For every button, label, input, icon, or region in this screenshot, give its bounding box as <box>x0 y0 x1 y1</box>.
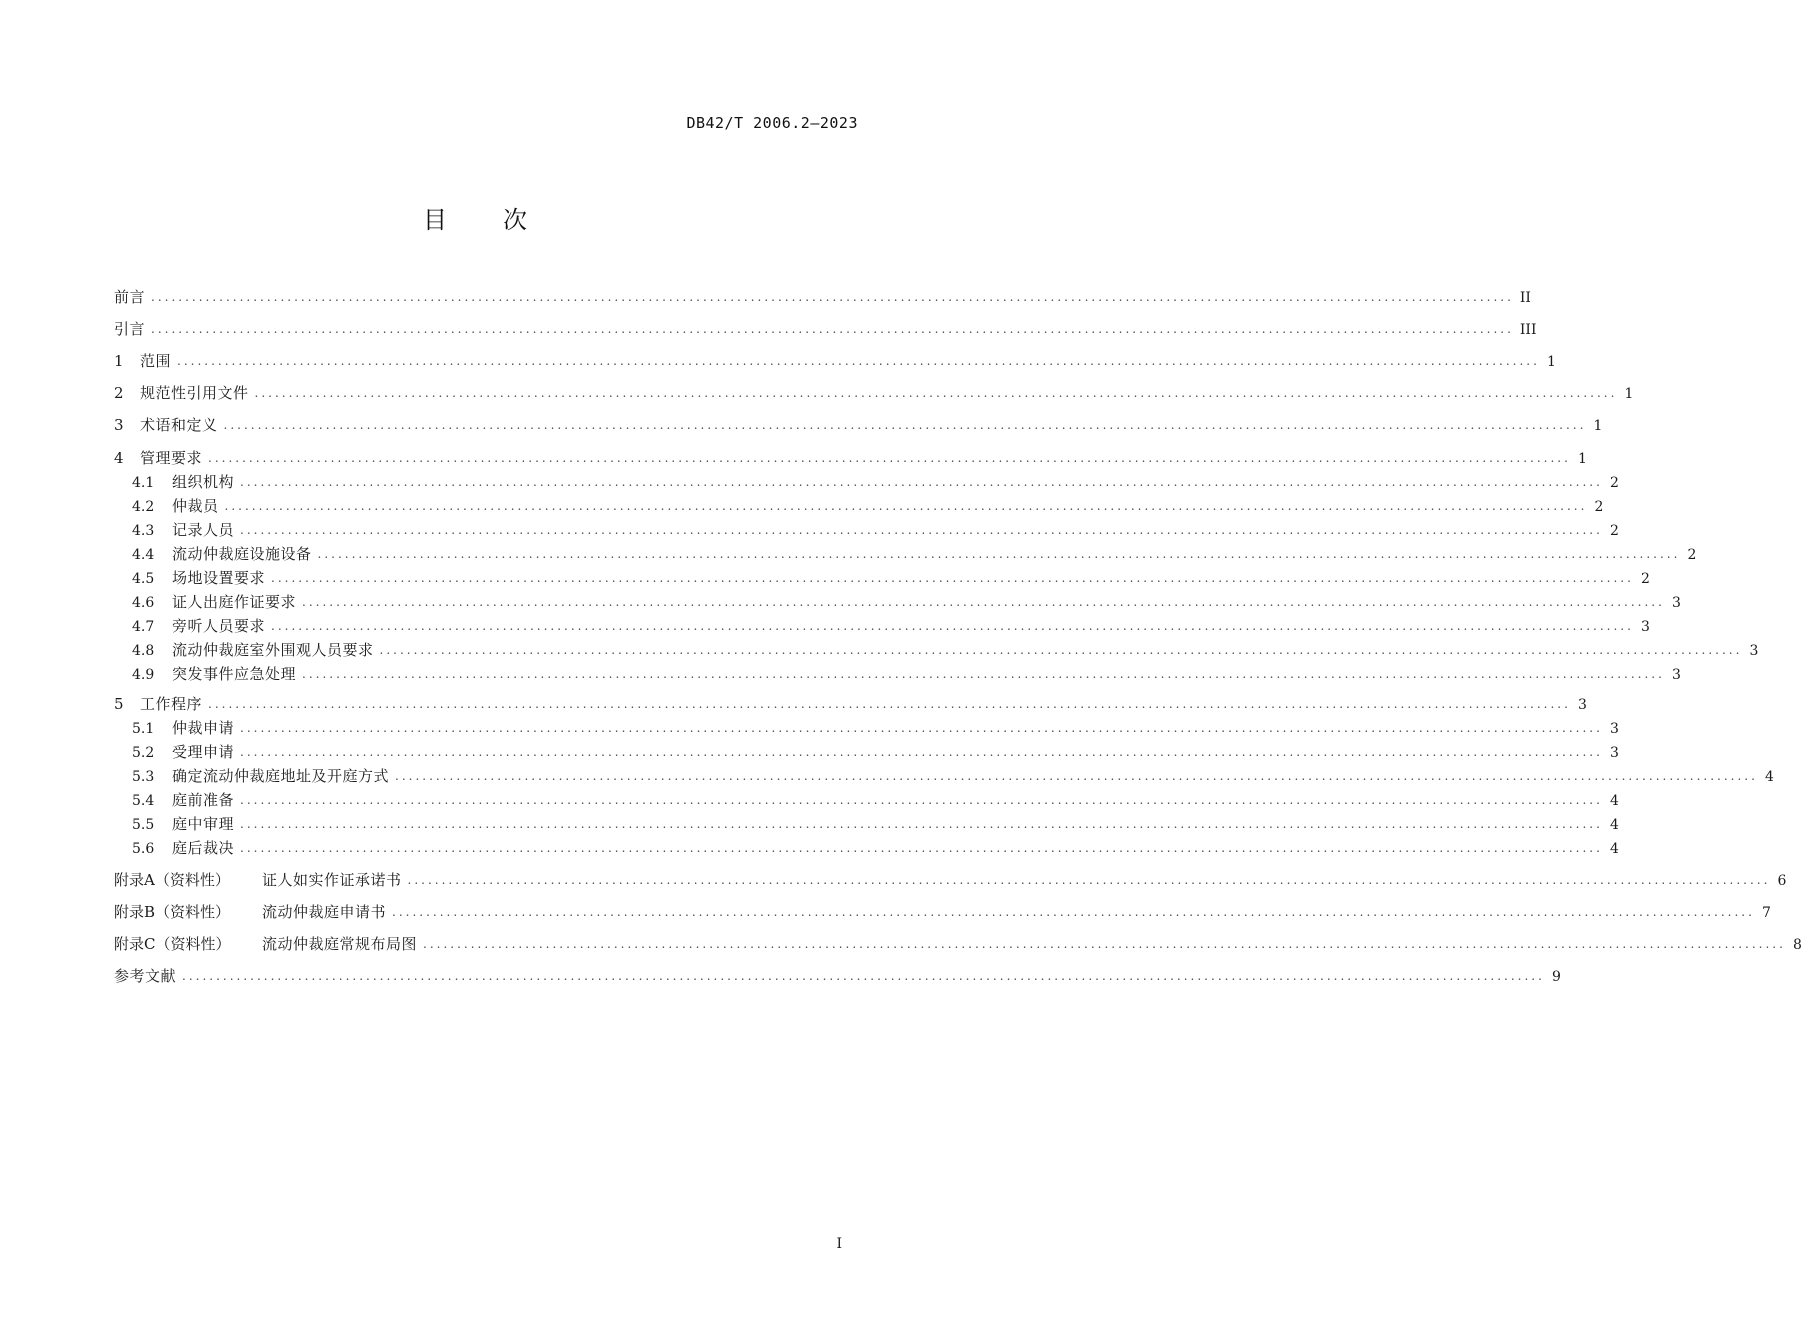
toc-entry-title: 旁听人员要求 <box>172 617 266 635</box>
toc-entry-number: 5.4 <box>132 793 155 809</box>
toc-entry[interactable] <box>114 287 1531 308</box>
toc-entry-page: 4 <box>1609 817 1619 833</box>
toc-dot-leader: ........................................................................................................................................................................................................ <box>224 499 1588 513</box>
toc-dot-leader: ........................................................................................................................................................................................................ <box>379 643 1743 657</box>
toc-entry-title: 确定流动仲裁庭地址及开庭方式 <box>172 767 390 785</box>
toc-entry-page: 3 <box>1671 595 1681 611</box>
toc-entry-appendix-label: 附录C（资料性） <box>114 935 231 953</box>
toc-dot-leader: ........................................................................................................................................................................................................ <box>240 841 1603 855</box>
toc-entry-number: 4.7 <box>132 619 155 635</box>
toc-entry[interactable] <box>132 814 1619 835</box>
toc-entry-title: 流动仲裁庭室外围观人员要求 <box>172 641 374 659</box>
toc-entry-title: 范围 <box>140 352 172 370</box>
toc-dot-leader: ........................................................................................................................................................................................................ <box>208 451 1571 465</box>
toc-entry-number: 5.1 <box>132 721 155 737</box>
toc-entry-number: 3 <box>114 416 124 434</box>
toc-entry[interactable] <box>132 838 1619 859</box>
toc-dot-leader: ........................................................................................................................................................................................................ <box>302 667 1665 681</box>
toc-entry[interactable] <box>132 718 1619 739</box>
toc-entry[interactable] <box>132 616 1650 637</box>
toc-entry-title: 术语和定义 <box>140 416 218 434</box>
toc-entry-page: 1 <box>1577 451 1587 467</box>
toc-entry-title: 受理申请 <box>172 743 235 761</box>
toc-entry[interactable] <box>132 544 1697 565</box>
toc-dot-leader: ........................................................................................................................................................................................................ <box>240 475 1603 489</box>
toc-entry-appendix-label: 附录B（资料性） <box>114 903 231 921</box>
toc-entry-page: 8 <box>1792 937 1802 953</box>
toc-entry-page: II <box>1519 290 1531 306</box>
toc-entry-page: 6 <box>1777 873 1787 889</box>
toc-entry-page: 9 <box>1551 969 1561 985</box>
toc-entry-page: 4 <box>1609 841 1619 857</box>
toc-entry-page: 4 <box>1609 793 1619 809</box>
toc-entry-number: 4.8 <box>132 643 155 659</box>
toc-entry-title: 场地设置要求 <box>172 569 266 587</box>
toc-dot-leader: ........................................................................................................................................................................................................ <box>177 354 1540 368</box>
toc-dot-leader: ........................................................................................................................................................................................................ <box>240 745 1603 759</box>
toc-entry-page: 3 <box>1671 667 1681 683</box>
toc-entry[interactable] <box>132 766 1774 787</box>
toc-entry[interactable] <box>132 742 1619 763</box>
toc-entry[interactable] <box>114 415 1603 436</box>
toc-entry-page: 1 <box>1593 418 1603 434</box>
toc-entry-number: 5.3 <box>132 769 155 785</box>
toc-entry-page: 2 <box>1594 499 1604 515</box>
toc-entry-number: 5 <box>114 695 124 713</box>
toc-entry-title: 流动仲裁庭申请书 <box>262 903 387 921</box>
toc-entry-number: 4.6 <box>132 595 155 611</box>
toc-entry-page: 3 <box>1609 745 1619 761</box>
toc-entry[interactable] <box>132 790 1619 811</box>
toc-entry[interactable] <box>132 592 1681 613</box>
toc-entry-title: 证人出庭作证要求 <box>172 593 297 611</box>
title-char-2: 次 <box>503 206 527 234</box>
toc-entry-page: 7 <box>1761 905 1771 921</box>
toc-entry-title: 管理要求 <box>140 449 203 467</box>
toc-entry-title: 庭后裁决 <box>172 839 235 857</box>
toc-entry-number: 1 <box>114 352 124 370</box>
toc-entry-number: 4.1 <box>132 475 155 491</box>
toc-entry-title: 记录人员 <box>172 521 235 539</box>
toc-entry-number: 4.9 <box>132 667 155 683</box>
toc-entry-title: 组织机构 <box>172 473 235 491</box>
toc-entry-number: 4 <box>114 449 124 467</box>
toc-entry[interactable] <box>114 694 1587 715</box>
toc-dot-leader: ........................................................................................................................................................................................................ <box>392 905 1755 919</box>
toc-dot-leader: ........................................................................................................................................................................................................ <box>151 322 1514 336</box>
toc-entry-number: 5.5 <box>132 817 155 833</box>
toc-entry-page: 1 <box>1624 386 1634 402</box>
toc-entry-title: 仲裁员 <box>172 497 219 515</box>
toc-entry[interactable] <box>132 496 1604 517</box>
toc-dot-leader: ........................................................................................................................................................................................................ <box>271 619 1634 633</box>
toc-entry-page: 1 <box>1546 354 1556 370</box>
title-char-1: 目 <box>423 206 447 234</box>
toc-entry[interactable] <box>114 448 1587 469</box>
toc-entry-page: 3 <box>1609 721 1619 737</box>
toc-dot-leader: ........................................................................................................................................................................................................ <box>151 290 1514 304</box>
toc-entry[interactable] <box>132 568 1650 589</box>
toc-entry-number: 5.6 <box>132 841 155 857</box>
toc-dot-leader: ........................................................................................................................................................................................................ <box>254 386 1618 400</box>
toc-entry-page: 2 <box>1609 523 1619 539</box>
toc-entry[interactable] <box>114 870 1787 891</box>
toc-entry-number: 4.5 <box>132 571 155 587</box>
toc-dot-leader: ........................................................................................................................................................................................................ <box>271 571 1634 585</box>
document-code: DB42/T 2006.2—2023 <box>686 114 858 132</box>
toc-entry-title: 流动仲裁庭常规布局图 <box>262 935 418 953</box>
toc-entry-page: 2 <box>1609 475 1619 491</box>
toc-dot-leader: ........................................................................................................................................................................................................ <box>182 969 1545 983</box>
toc-entry[interactable] <box>132 520 1619 541</box>
footer-page-number: I <box>836 1236 842 1252</box>
toc-entry-title: 庭中审理 <box>172 815 235 833</box>
toc-entry-title: 工作程序 <box>140 695 203 713</box>
toc-entry[interactable] <box>132 664 1681 685</box>
toc-entry-number: 4.2 <box>132 499 155 515</box>
toc-entry-title: 规范性引用文件 <box>140 384 249 402</box>
toc-dot-leader: ........................................................................................................................................................................................................ <box>395 769 1758 783</box>
toc-entry-page: 2 <box>1640 571 1650 587</box>
toc-dot-leader: ........................................................................................................................................................................................................ <box>240 721 1603 735</box>
toc-entry-page: III <box>1519 322 1537 338</box>
toc-dot-leader: ........................................................................................................................................................................................................ <box>407 873 1771 887</box>
toc-entry-title: 流动仲裁庭设施设备 <box>172 545 312 563</box>
toc-entry-page: 3 <box>1577 697 1587 713</box>
toc-entry[interactable] <box>132 640 1759 661</box>
toc-entry[interactable] <box>114 934 1802 955</box>
toc-entry-number: 5.2 <box>132 745 155 761</box>
toc-entry-title: 证人如实作证承诺书 <box>262 871 402 889</box>
toc-entry-appendix-label: 附录A（资料性） <box>114 871 230 889</box>
toc-entry-page: 3 <box>1749 643 1759 659</box>
page-title <box>0 200 950 235</box>
toc-entry-title: 突发事件应急处理 <box>172 665 297 683</box>
toc-dot-leader: ........................................................................................................................................................................................................ <box>302 595 1665 609</box>
toc-dot-leader: ........................................................................................................................................................................................................ <box>317 547 1681 561</box>
toc-entry[interactable] <box>114 966 1561 987</box>
toc-entry[interactable] <box>132 472 1619 493</box>
toc-entry[interactable] <box>114 902 1771 923</box>
toc-dot-leader: ........................................................................................................................................................................................................ <box>240 793 1603 807</box>
toc-entry-title: 参考文献 <box>114 967 177 985</box>
toc-entry-title: 引言 <box>114 320 146 338</box>
toc-entry-number: 2 <box>114 384 124 402</box>
toc-entry-number: 4.4 <box>132 547 155 563</box>
toc-entry[interactable] <box>114 383 1634 404</box>
toc-entry[interactable] <box>114 319 1537 340</box>
toc-entry-number: 4.3 <box>132 523 155 539</box>
toc-entry-title: 仲裁申请 <box>172 719 235 737</box>
toc-dot-leader: ........................................................................................................................................................................................................ <box>208 697 1571 711</box>
toc-entry-page: 3 <box>1640 619 1650 635</box>
toc-entry-title: 前言 <box>114 288 146 306</box>
toc-entry-page: 4 <box>1764 769 1774 785</box>
toc-entry-page: 2 <box>1687 547 1697 563</box>
toc-dot-leader: ........................................................................................................................................................................................................ <box>240 817 1603 831</box>
toc-entry[interactable] <box>114 351 1556 372</box>
toc-dot-leader: ........................................................................................................................................................................................................ <box>423 937 1786 951</box>
toc-dot-leader: ........................................................................................................................................................................................................ <box>240 523 1603 537</box>
toc-dot-leader: ........................................................................................................................................................................................................ <box>223 418 1587 432</box>
toc-entry-title: 庭前准备 <box>172 791 235 809</box>
